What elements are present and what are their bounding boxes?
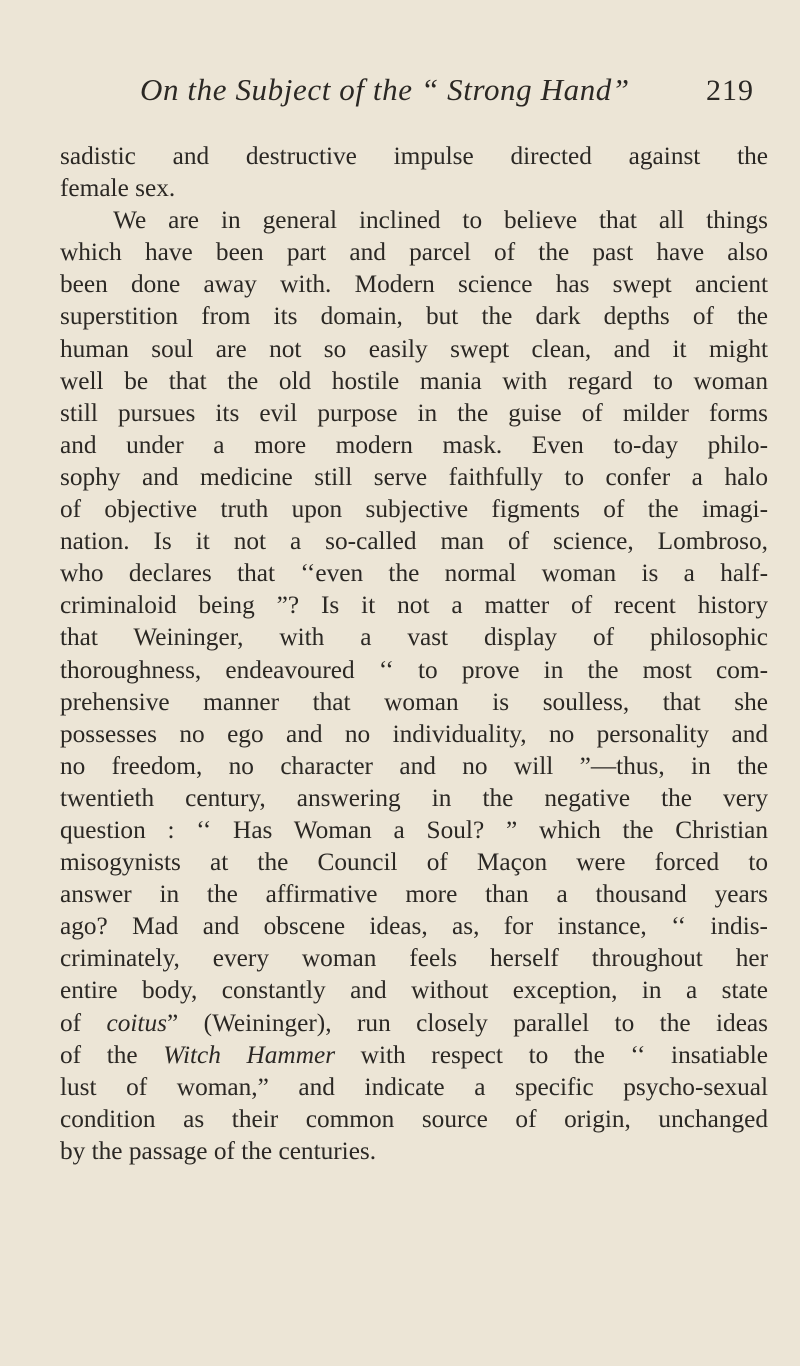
text-line: prehensive manner that woman is soulless, that she bbox=[60, 687, 768, 716]
text-line: been done away with. Modern science has swept ancient bbox=[60, 270, 768, 299]
text-line: who declares that ‘‘even the normal woman is a half- bbox=[60, 559, 768, 588]
text-line bbox=[60, 1039, 768, 1071]
text-line: of objective truth upon subjective figments of the imagi- bbox=[60, 495, 768, 524]
text-line: We are in general inclined to believe that all things bbox=[113, 206, 768, 235]
italic-term: coitus bbox=[106, 1008, 167, 1037]
text-line: answer in the affirmative more than a thousand years bbox=[60, 880, 768, 909]
text-run: of bbox=[60, 1008, 107, 1037]
text-run: of the bbox=[60, 1040, 164, 1069]
text-line bbox=[60, 1007, 768, 1039]
text-line: which have been part and parcel of the past have also bbox=[60, 238, 768, 267]
text-line: superstition from its domain, but the dark depths of the bbox=[60, 302, 768, 331]
text-line: condition as their common source of origin, unchanged bbox=[60, 1104, 768, 1133]
text-line: entire body, constantly and without exception, in a state bbox=[60, 976, 768, 1005]
text-line: sophy and medicine still serve faithfully to confer a halo bbox=[60, 462, 768, 491]
text-line: no freedom, no character and no will ”—thus, in the bbox=[60, 751, 768, 780]
text-line: misogynists at the Council of Maçon were forced to bbox=[60, 848, 768, 877]
text-line: female sex. bbox=[60, 174, 176, 203]
text-run: ” (Weininger), run closely parallel to the ideas bbox=[166, 1008, 768, 1037]
text-line: criminately, every woman feels herself throughout her bbox=[60, 944, 768, 973]
text-line: and under a more modern mask. Even to-day philo- bbox=[60, 430, 768, 459]
text-line: ago? Mad and obscene ideas, as, for instance, ‘‘ indis- bbox=[60, 912, 768, 941]
page-number: 219 bbox=[706, 74, 754, 107]
text-line: still pursues its evil purpose in the guise of milder forms bbox=[60, 398, 768, 427]
text-line: well be that the old hostile mania with regard to woman bbox=[60, 366, 768, 395]
text-line: possesses no ego and no individuality, no personality and bbox=[60, 719, 768, 748]
italic-title: Witch Hammer bbox=[163, 1040, 336, 1069]
text-line: sadistic and destructive impulse directed against the bbox=[60, 142, 768, 170]
text-line: lust of woman,” and indicate a specific psycho-sexual bbox=[60, 1072, 768, 1101]
running-head bbox=[0, 72, 800, 112]
text-line: human soul are not so easily swept clean, and it might bbox=[60, 334, 768, 363]
running-title: On the Subject of the “ Strong Hand” bbox=[140, 72, 630, 107]
text-run: with respect to the ‘‘ insatiable bbox=[335, 1040, 768, 1069]
text-line: by the passage of the centuries. bbox=[60, 1136, 377, 1165]
text-line: criminaloid being ”? Is it not a matter of recent history bbox=[60, 591, 768, 620]
text-line: thoroughness, endeavoured ‘‘ to prove in the most com- bbox=[60, 655, 768, 684]
text-line: question : ‘‘ Has Woman a Soul? ” which the Christian bbox=[60, 815, 768, 844]
body-text bbox=[60, 140, 768, 1167]
text-line: that Weininger, with a vast display of philosophic bbox=[60, 623, 768, 652]
text-line: nation. Is it not a so-called man of science, Lombroso, bbox=[60, 527, 768, 556]
text-line: twentieth century, answering in the negative the very bbox=[60, 783, 768, 812]
